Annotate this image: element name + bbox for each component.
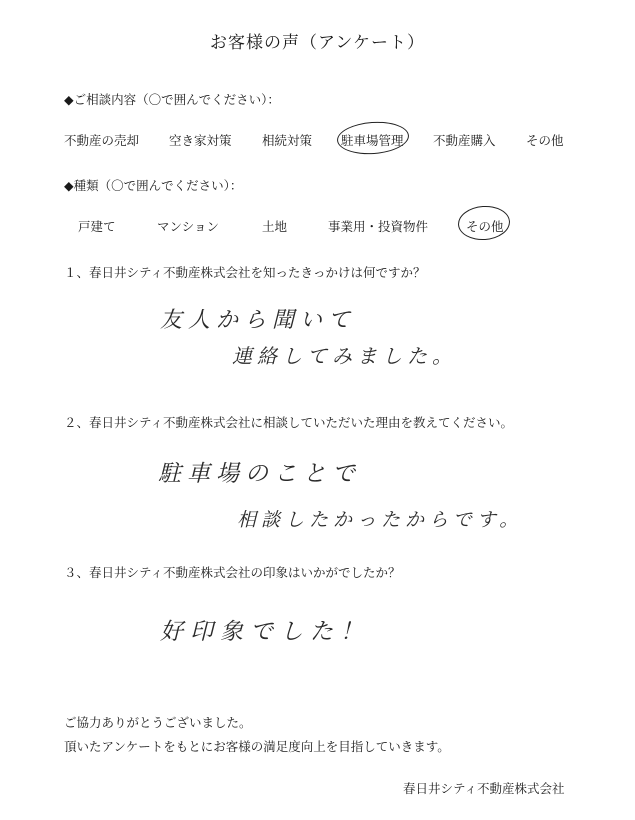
property-option-commercial: 事業用・投資物件: [328, 219, 429, 234]
consultation-option-vacant-house: 空き家対策: [169, 133, 232, 148]
consultation-option-inheritance: 相続対策: [262, 133, 313, 148]
answer-2-line-2: 相談したかったからです。: [237, 509, 524, 531]
answer-2-line-1: 駐車場のことで: [158, 461, 361, 487]
property-option-land: 土地: [262, 219, 288, 234]
question-3: ３、春日井シティ不動産株式会社の印象はいかがでしたか？: [64, 565, 401, 580]
property-option-apartment: マンション: [157, 219, 219, 234]
page-title: お客様の声（アンケート）: [210, 33, 425, 53]
company-name: 春日井シティ不動産株式会社: [403, 781, 565, 796]
answer-1-line-1: 友人から聞いて: [160, 308, 357, 333]
selection-circle-consultation: [336, 120, 410, 157]
property-option-other: その他: [466, 219, 504, 234]
consultation-option-purchase: 不動産購入: [433, 133, 496, 148]
selection-circle-property: [457, 204, 511, 242]
consultation-option-other: その他: [526, 133, 564, 148]
closing-thanks: ご協力ありがとうございました。: [64, 715, 252, 730]
closing-message: 頂いたアンケートをもとにお客様の満足度向上を目指していきます。: [64, 739, 450, 754]
question-2: ２、春日井シティ不動産株式会社に相談していただいた理由を教えてください。: [64, 415, 514, 430]
question-1: １、春日井シティ不動産株式会社を知ったきっかけは何ですか？: [64, 265, 426, 280]
consultation-heading: ◆ご相談内容（〇で囲んでください）：: [64, 92, 280, 107]
property-option-house: 戸建て: [78, 219, 116, 234]
consultation-option-sale: 不動産の売却: [64, 133, 140, 148]
answer-1-line-2: 連絡してみました。: [232, 344, 457, 368]
consultation-option-parking: 駐車場管理: [341, 133, 404, 148]
answer-3-line-1: 好印象でした！: [160, 619, 370, 645]
property-type-heading: ◆種類（〇で囲んでください）：: [64, 178, 243, 193]
